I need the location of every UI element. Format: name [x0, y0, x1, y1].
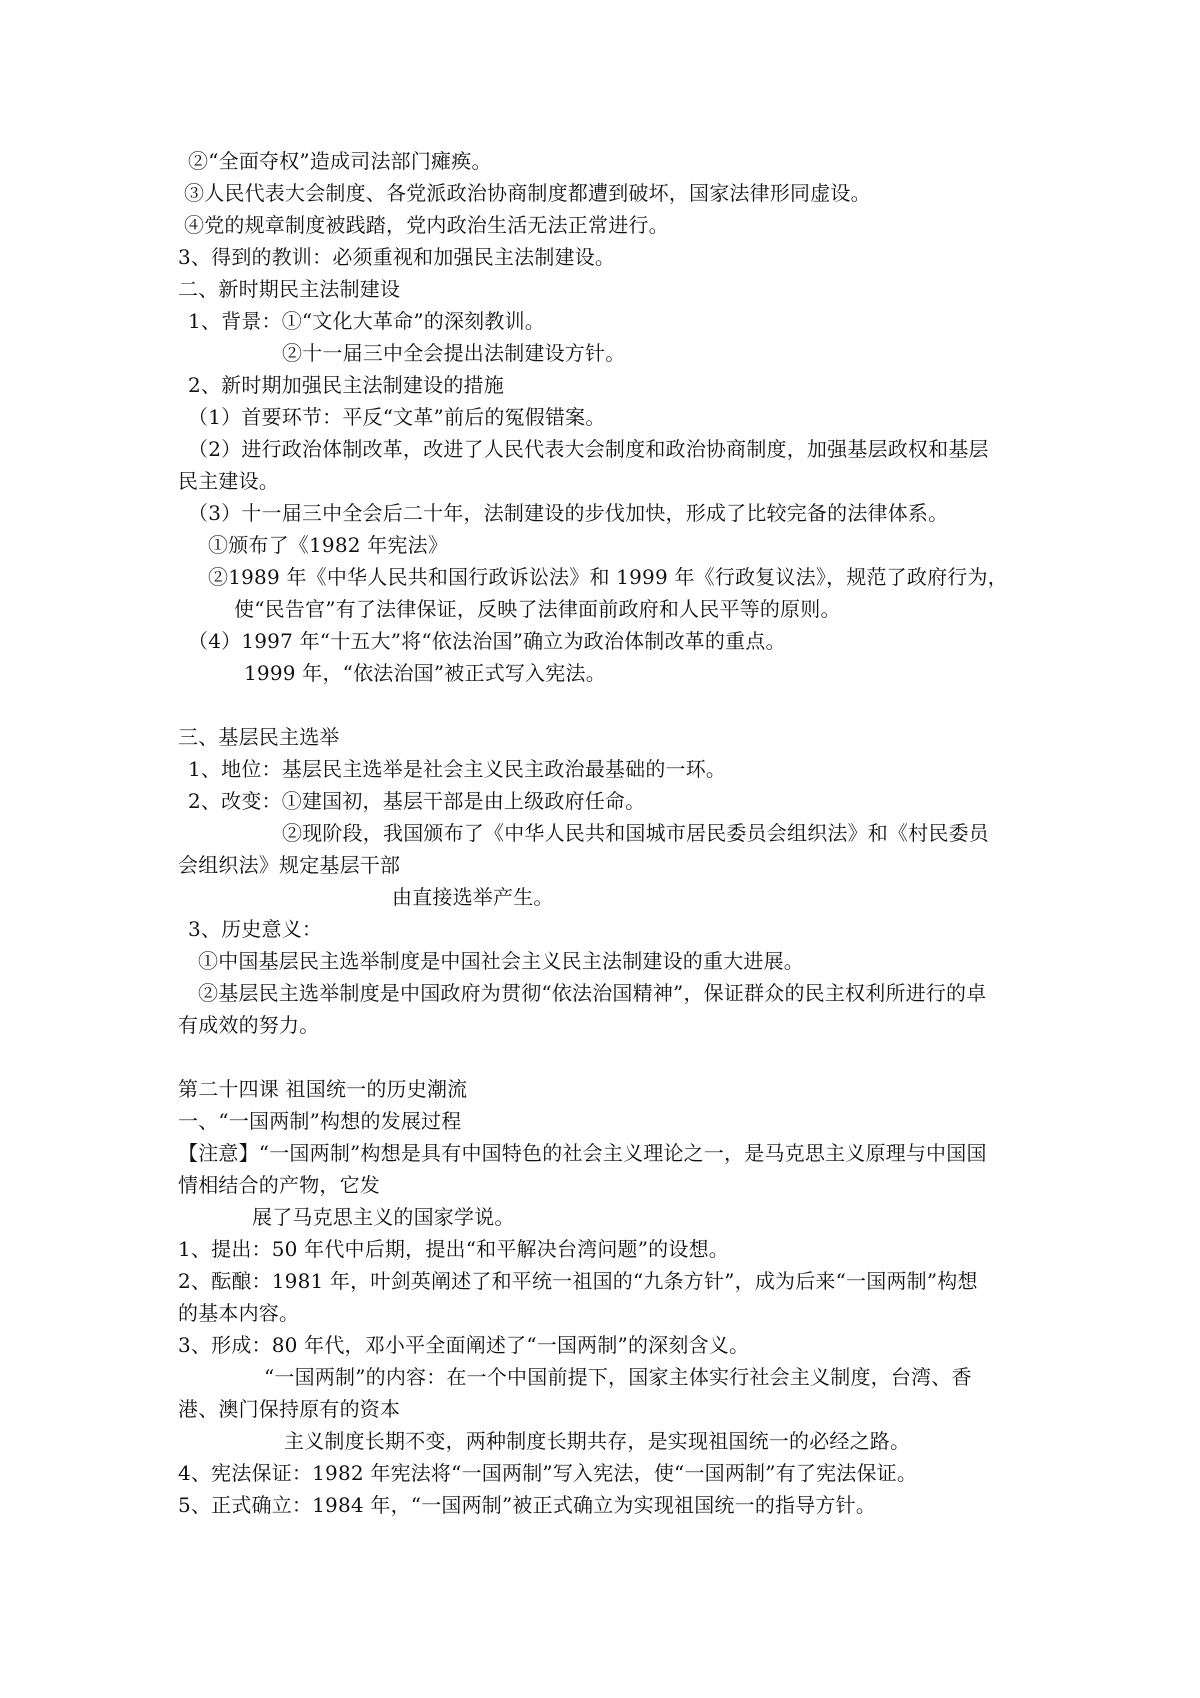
- lesson-title: 第二十四课 祖国统一的历史潮流: [178, 1077, 468, 1101]
- text-line: 2、酝酿：1981 年，叶剑英阐述了和平统一祖国的“九条方针”，成为后来“一国两制”构想: [178, 1269, 978, 1293]
- note-line: 【注意】“一国两制”构想是具有中国特色的社会主义理论之一，是马克思主义原理与中国国: [178, 1141, 987, 1165]
- text-line: ④党的规章制度被践踏，党内政治生活无法正常进行。: [184, 213, 669, 237]
- text-line: 3、形成：80 年代，邓小平全面阐述了“一国两制”的深刻含义。: [178, 1333, 750, 1357]
- text-line: （3）十一届三中全会后二十年，法制建设的步伐加快，形成了比较完备的法律体系。: [188, 501, 949, 525]
- text-line: ②现阶段，我国颁布了《中华人民共和国城市居民委员会组织法》和《村民委员: [282, 821, 989, 845]
- text-line: 使“民告官”有了法律保证，反映了法律面前政府和人民平等的原则。: [234, 597, 841, 621]
- text-line: ②十一届三中全会提出法制建设方针。: [282, 341, 626, 365]
- text-line: 的基本内容。: [178, 1301, 300, 1325]
- text-line: （2）进行政治体制改革，改进了人民代表大会制度和政治协商制度，加强基层政权和基层: [188, 437, 989, 461]
- text-line: 5、正式确立：1984 年，“一国两制”被正式确立为实现祖国统一的指导方针。: [178, 1493, 877, 1517]
- text-line: 4、宪法保证：1982 年宪法将“一国两制”写入宪法，使“一国两制”有了宪法保证。: [178, 1461, 918, 1485]
- text-line: 2、新时期加强民主法制建设的措施: [188, 373, 504, 397]
- text-line: 主义制度长期不变，两种制度长期共存，是实现祖国统一的必经之路。: [284, 1429, 911, 1453]
- text-line: 1、提出：50 年代中后期，提出“和平解决台湾问题”的设想。: [178, 1237, 729, 1261]
- text-line: 由直接选举产生。: [392, 885, 554, 909]
- section-heading: 二、新时期民主法制建设: [178, 277, 401, 301]
- section-heading: 一、“一国两制”构想的发展过程: [178, 1109, 462, 1133]
- text-line: ②基层民主选举制度是中国政府为贯彻“依法治国精神”，保证群众的民主权利所进行的卓: [198, 981, 987, 1005]
- text-line: 1、地位：基层民主选举是社会主义民主政治最基础的一环。: [188, 757, 727, 781]
- text-line: 2、改变：①建国初，基层干部是由上级政府任命。: [188, 789, 646, 813]
- text-line: 3、历史意义：: [188, 917, 323, 941]
- text-line: 1999 年，“依法治国”被正式写入宪法。: [244, 661, 606, 685]
- text-line: ①中国基层民主选举制度是中国社会主义民主法制建设的重大进展。: [198, 949, 804, 973]
- text-line: （4）1997 年“十五大”将“依法治国”确立为政治体制改革的重点。: [188, 629, 786, 653]
- text-line: 3、得到的教训：必须重视和加强民主法制建设。: [178, 245, 616, 269]
- text-line: ②1989 年《中华人民共和国行政诉讼法》和 1999 年《行政复议法》，规范了政府行为，: [208, 565, 1008, 589]
- text-line: 港、澳门保持原有的资本: [178, 1397, 401, 1421]
- text-line: “一国两制”的内容：在一个中国前提下，国家主体实行社会主义制度，台湾、香: [264, 1365, 972, 1389]
- text-line: 1、背景：①“文化大革命”的深刻教训。: [188, 309, 545, 333]
- text-line: 情相结合的产物，它发: [178, 1173, 380, 1197]
- text-line: ②“全面夺权”造成司法部门瘫痪。: [188, 149, 492, 173]
- text-line: 展了马克思主义的国家学说。: [252, 1205, 515, 1229]
- text-line: 民主建设。: [178, 469, 279, 493]
- text-line: ①颁布了《1982 年宪法》: [208, 533, 449, 557]
- text-line: ③人民代表大会制度、各党派政治协商制度都遭到破坏，国家法律形同虚设。: [184, 181, 871, 205]
- text-line: （1）首要环节：平反“文革”前后的冤假错案。: [188, 405, 606, 429]
- text-line: 有成效的努力。: [178, 1013, 320, 1037]
- section-heading: 三、基层民主选举: [178, 725, 340, 749]
- text-line: 会组织法》规定基层干部: [178, 853, 401, 877]
